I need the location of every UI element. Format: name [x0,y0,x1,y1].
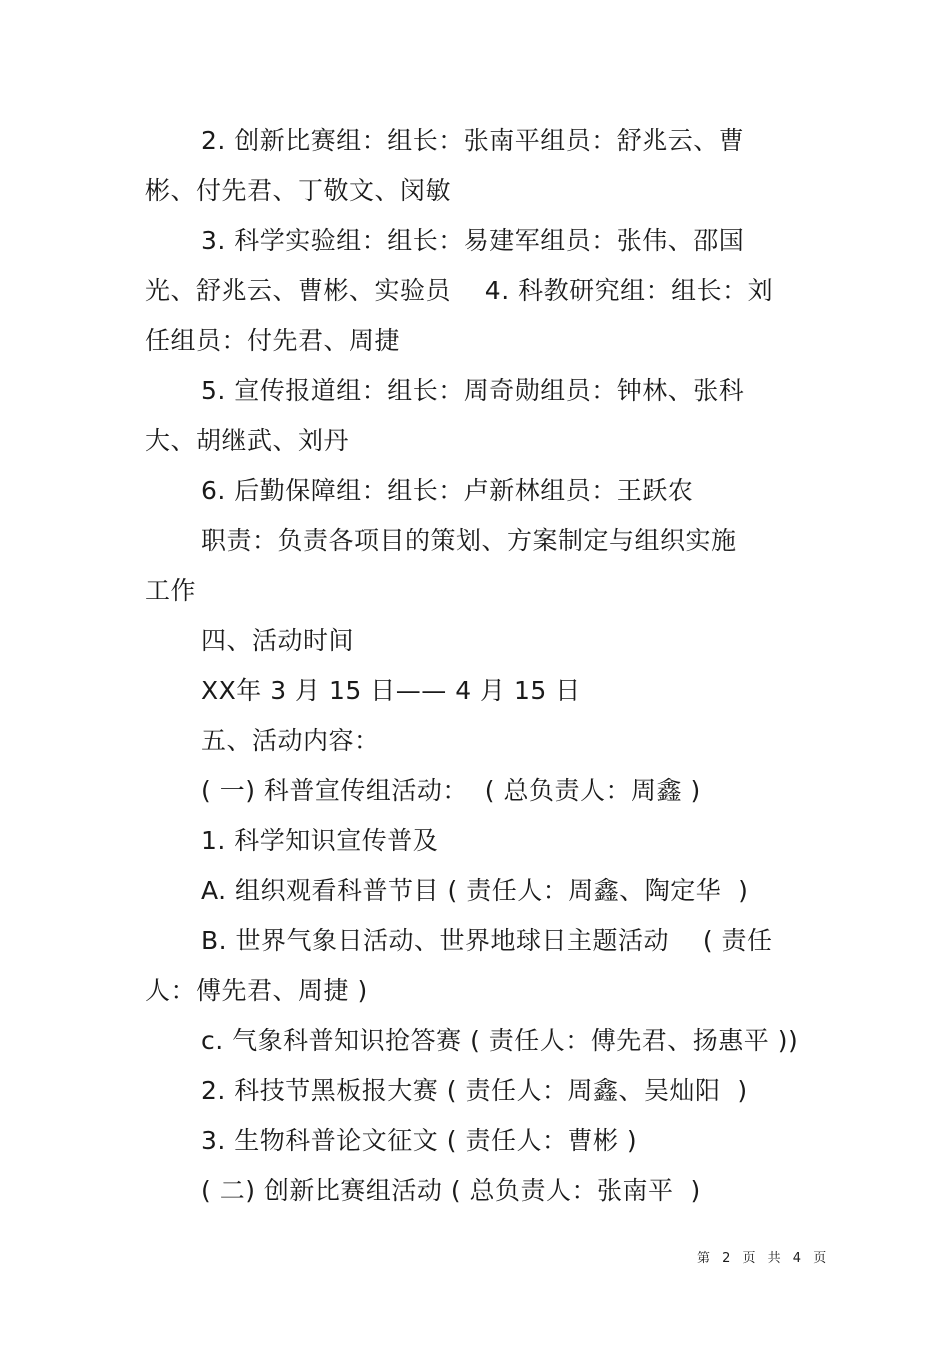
section-heading-content: 五、活动内容： [201,726,380,755]
list-item-world-days-cont: 人：傅先君、周捷 ) [145,976,368,1005]
text-line-publicity-group-cont: 大、胡继武、刘丹 [145,426,350,455]
section-heading-time: 四、活动时间 [201,626,355,655]
list-item-science-knowledge: 1. 科学知识宣传普及 [201,826,439,855]
list-item-essay-contest: 3. 生物科普论文征文 ( 责任人：曹彬 ) [201,1126,638,1155]
text-line-innovation-group-cont: 彬、付先君、丁敬文、闵敏 [145,176,452,205]
subsection-heading-innovation: ( 二) 创新比赛组活动 ( 总负责人：张南平 ) [201,1176,701,1205]
list-item-blackboard-contest: 2. 科技节黑板报大赛 ( 责任人：周鑫、吴灿阳 ) [201,1076,748,1105]
text-line-publicity-group: 5. 宣传报道组：组长：周奇勋组员：钟林、张科 [201,376,745,405]
list-item-world-days: B. 世界气象日活动、世界地球日主题活动 ( 责任 [201,926,773,955]
text-line-research-group: 光、舒兆云、曹彬、实验员 4. 科教研究组：组长：刘 [145,276,774,305]
text-line-duties: 职责：负责各项目的策划、方案制定与组织实施 [201,526,737,555]
text-line-duties-cont: 工作 [145,576,197,605]
text-line-logistics-group: 6. 后勤保障组：组长：卢新林组员：王跃农 [201,476,694,505]
text-line-innovation-group: 2. 创新比赛组：组长：张南平组员：舒兆云、曹 [201,126,745,155]
list-item-quiz: c. 气象科普知识抢答赛 ( 责任人：傅先君、扬惠平 )) [201,1026,799,1055]
subsection-heading-publicity: ( 一) 科普宣传组活动： ( 总负责人：周鑫 ) [201,776,701,805]
list-item-watch-programs: A. 组织观看科普节目 ( 责任人：周鑫、陶定华 ) [201,876,749,905]
page-footer: 第 2 页 共 4 页 [697,1251,831,1266]
text-line-experiment-group: 3. 科学实验组：组长：易建军组员：张伟、邵国 [201,226,745,255]
text-line-research-group-cont: 任组员：付先君、周捷 [145,326,401,355]
text-line-date-range: XX年 3 月 15 日—— 4 月 15 日 [201,676,581,705]
